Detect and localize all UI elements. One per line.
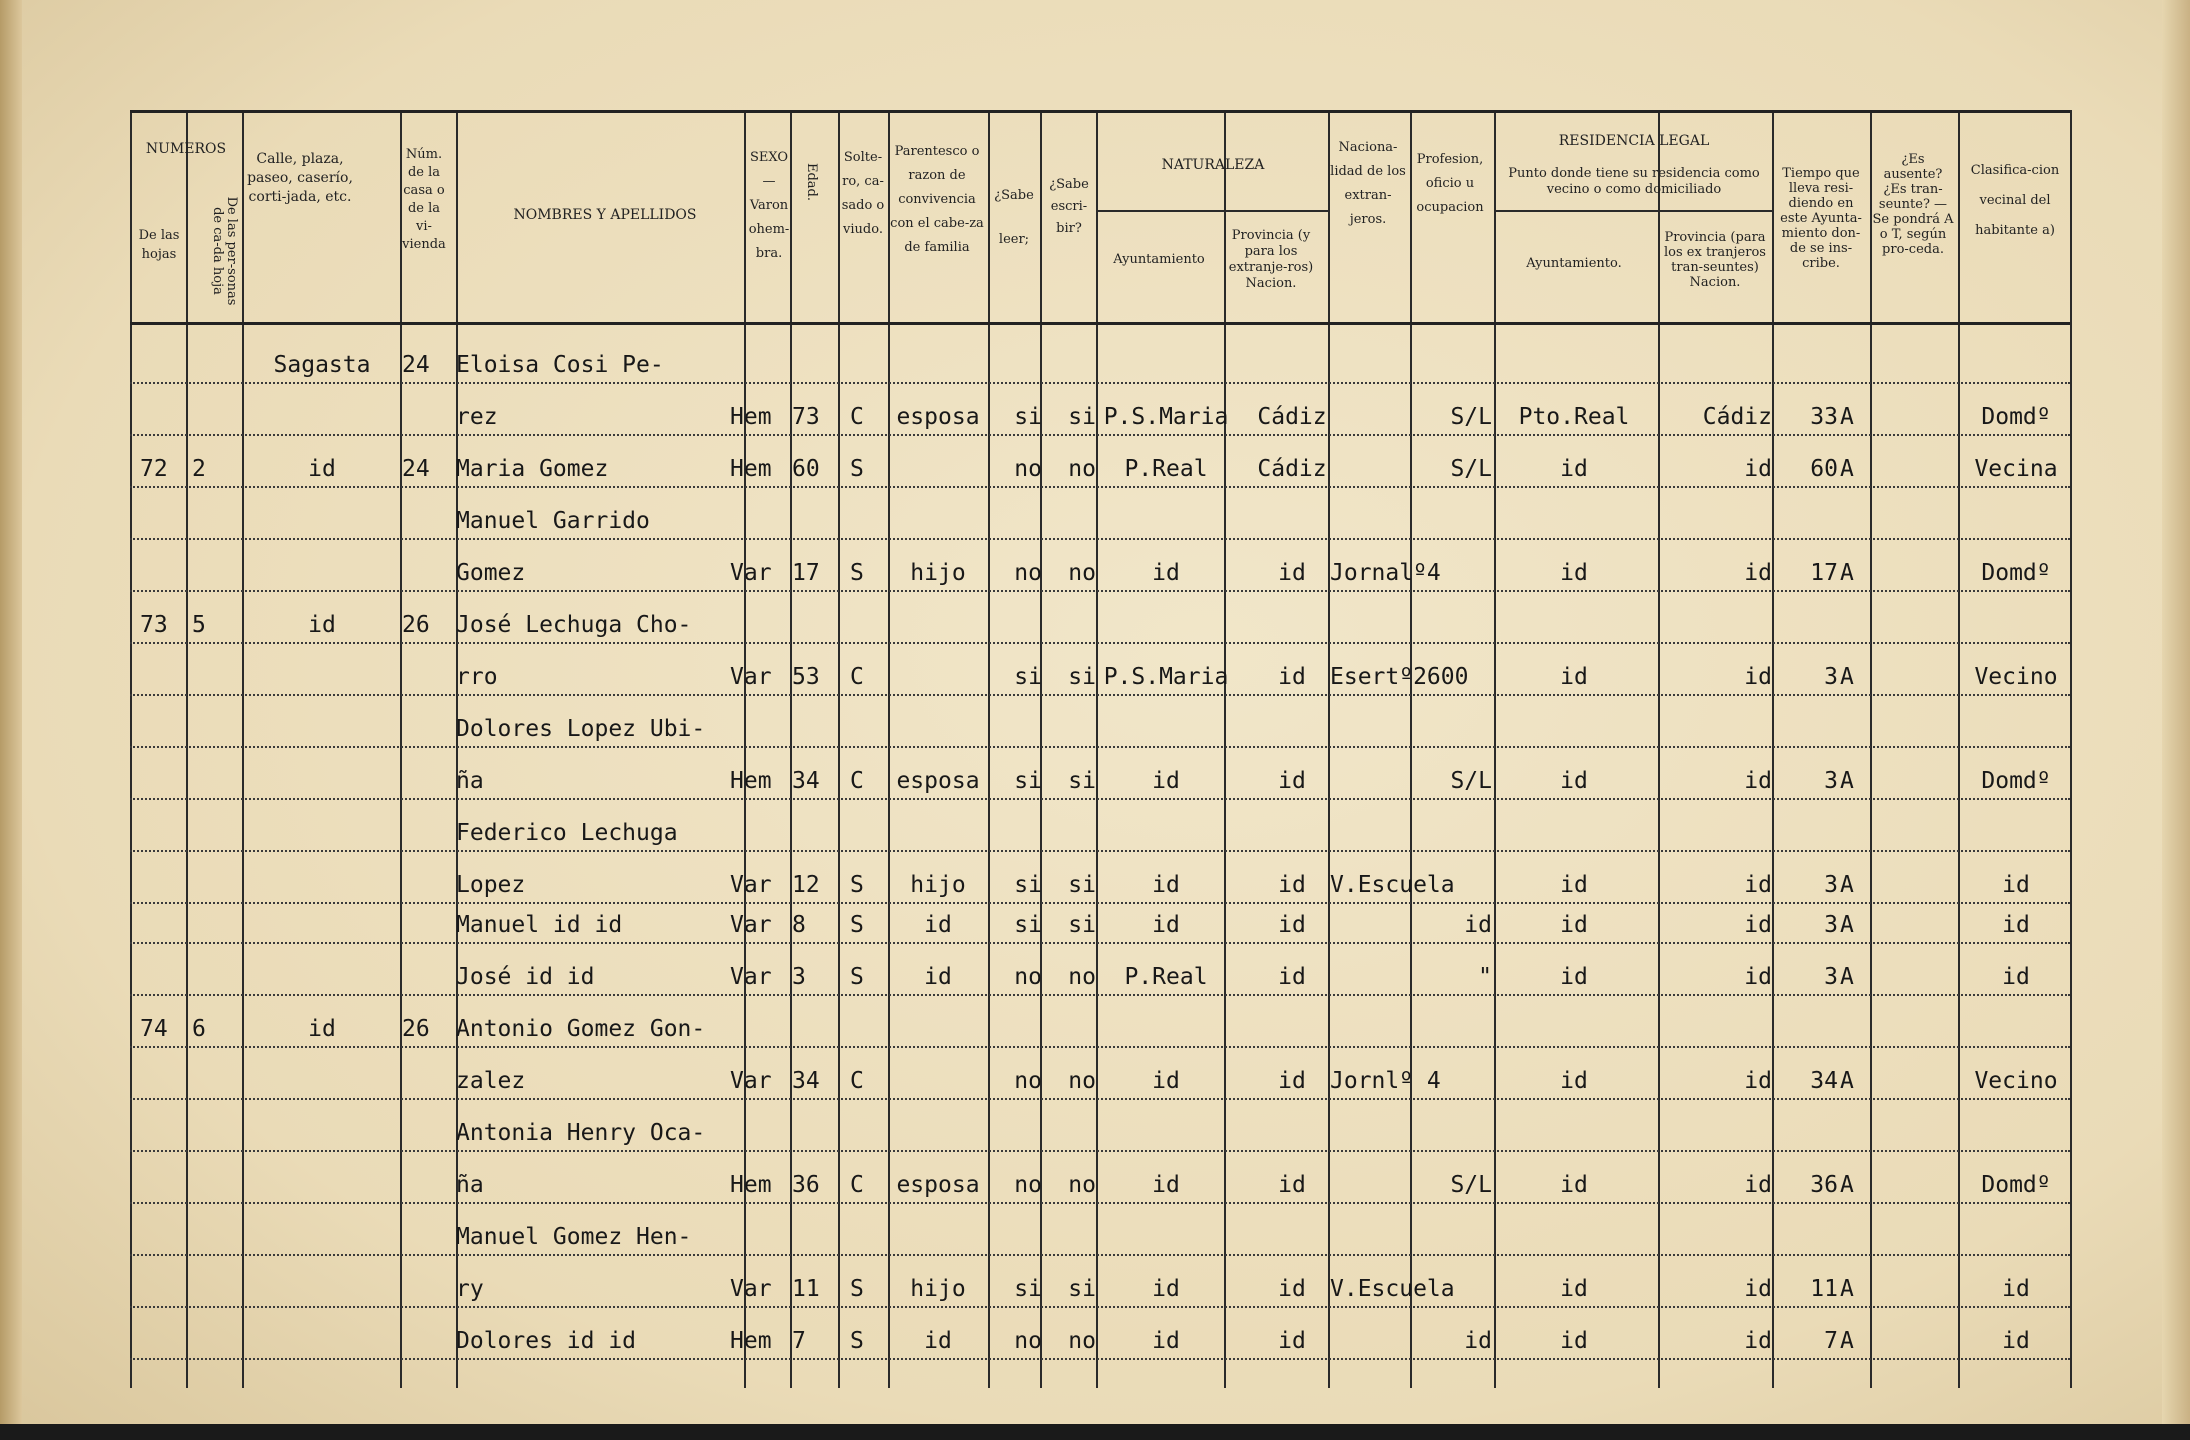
- cell-sexo: Hem: [730, 404, 772, 430]
- cell-parentesco: esposa: [896, 404, 980, 430]
- cell-tiempo: 3: [1824, 912, 1838, 938]
- cell-res-prov: id: [1744, 664, 1772, 690]
- cell-clasif: Domdº: [1981, 404, 2051, 430]
- cell-edad: 3: [792, 964, 806, 990]
- header-ausente: ¿Es ausente? ¿Es tran-seunte? — Se pondrá A o T, según pro-ceda.: [1872, 152, 1954, 257]
- table-row: [130, 1010, 2070, 1050]
- row-dotted-rule: [130, 1306, 2070, 1308]
- table-row: [130, 658, 2070, 698]
- cell-ausente: A: [1840, 456, 1854, 482]
- header-nacionalidad: Naciona-lidad de los extran-jeros.: [1330, 140, 1406, 227]
- cell-edad: 11: [792, 1276, 820, 1302]
- cell-res-prov: Cádiz: [1702, 404, 1772, 430]
- cell-tiempo: 36: [1810, 1172, 1838, 1198]
- cell-tiempo: 33: [1810, 404, 1838, 430]
- cell-tiempo: 7: [1824, 1328, 1838, 1354]
- cell-res-ayto: id: [1560, 1172, 1588, 1198]
- header-estado: Solte-ro, ca-sado o viudo.: [841, 150, 885, 237]
- cell-profesion: S/L: [1450, 768, 1492, 794]
- row-dotted-rule: [130, 538, 2070, 540]
- cell-tiempo: 11: [1810, 1276, 1838, 1302]
- header-nombres: NOMBRES Y APELLIDOS: [513, 207, 697, 223]
- cell-nat-ayto: id: [1152, 1172, 1180, 1198]
- cell-clasif: Vecino: [1974, 1068, 2058, 1094]
- cell-leer: no: [1014, 1068, 1042, 1094]
- cell-sexo: Var: [730, 872, 772, 898]
- header-naturaleza: NATURALEZA: [1161, 157, 1265, 173]
- cell-estado: S: [850, 872, 864, 898]
- cell-edad: 17: [792, 560, 820, 586]
- cell-res-prov: id: [1744, 456, 1772, 482]
- cell-casa: 24: [402, 352, 430, 378]
- cell-parentesco: esposa: [896, 1172, 980, 1198]
- cell-tiempo: 60: [1810, 456, 1838, 482]
- cell-res-ayto: id: [1560, 560, 1588, 586]
- cell-leer: si: [1014, 768, 1042, 794]
- cell-clasif: Vecina: [1974, 456, 2058, 482]
- cell-estado: C: [850, 768, 864, 794]
- header-nat-provincia: Provincia (y para los extranje-ros) Nacion.: [1228, 228, 1314, 291]
- cell-tiempo: 3: [1824, 768, 1838, 794]
- cell-nombre: ry: [456, 1276, 484, 1302]
- cell-parentesco: id: [924, 1328, 952, 1354]
- cell-estado: S: [850, 1328, 864, 1354]
- cell-nat-prov: id: [1278, 1328, 1306, 1354]
- cell-nombre: ña: [456, 1172, 484, 1198]
- cell-clasif: id: [2002, 1328, 2030, 1354]
- cell-estado: S: [850, 456, 864, 482]
- table-row: [130, 762, 2070, 802]
- cell-parentesco: hijo: [910, 872, 966, 898]
- cell-nat-ayto: id: [1152, 872, 1180, 898]
- cell-profesion: S/L: [1450, 456, 1492, 482]
- cell-edad: 73: [792, 404, 820, 430]
- cell-nombre: Manuel Garrido: [456, 508, 650, 534]
- row-dotted-rule: [130, 694, 2070, 696]
- cell-res-prov: id: [1744, 768, 1772, 794]
- cell-leer: no: [1014, 964, 1042, 990]
- cell-res-prov: id: [1744, 964, 1772, 990]
- cell-parentesco: hijo: [910, 1276, 966, 1302]
- cell-nombre: ña: [456, 768, 484, 794]
- cell-tiempo: 17: [1810, 560, 1838, 586]
- cell-nat-ayto: P.Real: [1124, 456, 1208, 482]
- cell-nat-prov: id: [1278, 1068, 1306, 1094]
- cell-parentesco: id: [924, 964, 952, 990]
- cell-estado: C: [850, 1068, 864, 1094]
- header-parentesco: Parentesco o razon de convivencia con el cabe-za de familia: [890, 144, 984, 255]
- cell-calle: id: [308, 456, 336, 482]
- cell-leer: no: [1014, 1172, 1042, 1198]
- cell-clasif: id: [2002, 872, 2030, 898]
- cell-leer: no: [1014, 456, 1042, 482]
- table-row: [130, 1270, 2070, 1310]
- row-dotted-rule: [130, 994, 2070, 996]
- header-bottom-rule: [130, 322, 2070, 325]
- cell-nacionalidad: Jornalº4: [1330, 560, 1441, 586]
- cell-ausente: A: [1840, 1328, 1854, 1354]
- cell-nat-ayto: id: [1152, 912, 1180, 938]
- cell-edad: 34: [792, 1068, 820, 1094]
- row-dotted-rule: [130, 1150, 2070, 1152]
- cell-nat-prov: id: [1278, 1172, 1306, 1198]
- cell-persona: 5: [192, 612, 206, 638]
- cell-ausente: A: [1840, 1172, 1854, 1198]
- cell-nat-ayto: id: [1152, 1276, 1180, 1302]
- cell-casa: 24: [402, 456, 430, 482]
- cell-profesion: id: [1464, 1328, 1492, 1354]
- row-dotted-rule: [130, 902, 2070, 904]
- cell-ausente: A: [1840, 664, 1854, 690]
- cell-clasif: Domdº: [1981, 1172, 2051, 1198]
- cell-nat-prov: id: [1278, 560, 1306, 586]
- cell-edad: 60: [792, 456, 820, 482]
- cell-edad: 34: [792, 768, 820, 794]
- cell-calle: id: [308, 1016, 336, 1042]
- header-nat-ayuntamiento: Ayuntamiento: [1113, 252, 1205, 267]
- cell-tiempo: 3: [1824, 872, 1838, 898]
- header-res-provincia: Provincia (para los ex tranjeros tran-seuntes) Nacion.: [1664, 230, 1766, 290]
- row-dotted-rule: [130, 1046, 2070, 1048]
- cell-ausente: A: [1840, 1068, 1854, 1094]
- row-dotted-rule: [130, 798, 2070, 800]
- row-dotted-rule: [130, 1254, 2070, 1256]
- cell-nacionalidad: V.Escuela: [1330, 872, 1455, 898]
- cell-profesion: S/L: [1450, 404, 1492, 430]
- cell-tiempo: 34: [1810, 1068, 1838, 1094]
- cell-res-prov: id: [1744, 1068, 1772, 1094]
- cell-escribir: si: [1068, 768, 1096, 794]
- cell-escribir: si: [1068, 912, 1096, 938]
- cell-nat-prov: id: [1278, 1276, 1306, 1302]
- row-dotted-rule: [130, 746, 2070, 748]
- row-dotted-rule: [130, 486, 2070, 488]
- cell-hoja: 73: [140, 612, 168, 638]
- cell-ausente: A: [1840, 964, 1854, 990]
- header-de-las-personas: De las per-sonas de ca-da hoja: [210, 196, 239, 306]
- cell-escribir: si: [1068, 664, 1096, 690]
- cell-nombre: Manuel Gomez Hen-: [456, 1224, 692, 1250]
- cell-ausente: A: [1840, 872, 1854, 898]
- cell-profesion: ": [1478, 964, 1492, 990]
- cell-nat-prov: id: [1278, 664, 1306, 690]
- cell-escribir: no: [1068, 964, 1096, 990]
- header-profesion: Profesion, oficio u ocupacion: [1416, 152, 1484, 215]
- row-dotted-rule: [130, 942, 2070, 944]
- table-row: [130, 1062, 2070, 1102]
- cell-nat-prov: id: [1278, 964, 1306, 990]
- cell-nat-ayto: id: [1152, 768, 1180, 794]
- cell-leer: si: [1014, 872, 1042, 898]
- table-row: [130, 1218, 2070, 1258]
- table-row: [130, 398, 2070, 438]
- cell-casa: 26: [402, 1016, 430, 1042]
- table-row: [130, 450, 2070, 490]
- cell-estado: C: [850, 664, 864, 690]
- row-dotted-rule: [130, 642, 2070, 644]
- cell-res-ayto: id: [1560, 664, 1588, 690]
- cell-estado: S: [850, 1276, 864, 1302]
- cell-parentesco: id: [924, 912, 952, 938]
- cell-leer: si: [1014, 912, 1042, 938]
- cell-hoja: 74: [140, 1016, 168, 1042]
- cell-estado: C: [850, 404, 864, 430]
- cell-ausente: A: [1840, 912, 1854, 938]
- cell-nombre: Gomez: [456, 560, 526, 586]
- cell-nombre: Antonia Henry Oca-: [456, 1120, 706, 1146]
- cell-escribir: no: [1068, 1172, 1096, 1198]
- row-dotted-rule: [130, 1202, 2070, 1204]
- cell-nat-ayto: id: [1152, 560, 1180, 586]
- cell-nombre: Manuel id id: [456, 912, 623, 938]
- cell-tiempo: 3: [1824, 664, 1838, 690]
- census-table: [130, 110, 2070, 1388]
- table-row: [130, 710, 2070, 750]
- naturaleza-subrule: [1096, 210, 1328, 212]
- cell-nombre: José id id: [456, 964, 595, 990]
- cell-tiempo: 3: [1824, 964, 1838, 990]
- cell-parentesco: esposa: [896, 768, 980, 794]
- table-row: [130, 502, 2070, 542]
- cell-ausente: A: [1840, 1276, 1854, 1302]
- cell-persona: 6: [192, 1016, 206, 1042]
- cell-res-ayto: Pto.Real: [1518, 404, 1630, 430]
- cell-ausente: A: [1840, 404, 1854, 430]
- cell-nacionalidad: Esertº2600: [1330, 664, 1469, 690]
- cell-sexo: Var: [730, 664, 772, 690]
- cell-res-prov: id: [1744, 912, 1772, 938]
- row-dotted-rule: [130, 434, 2070, 436]
- page-right-edge: [2162, 0, 2190, 1440]
- cell-sexo: Hem: [730, 768, 772, 794]
- cell-nombre: rro: [456, 664, 498, 690]
- cell-estado: S: [850, 912, 864, 938]
- cell-leer: no: [1014, 1328, 1042, 1354]
- cell-leer: si: [1014, 404, 1042, 430]
- table-row: [130, 1114, 2070, 1154]
- header-residencia: RESIDENCIA LEGAL: [1558, 133, 1710, 149]
- cell-nat-prov: id: [1278, 872, 1306, 898]
- cell-sexo: Hem: [730, 1172, 772, 1198]
- cell-res-ayto: id: [1560, 912, 1588, 938]
- header-sexo: SEXO — Varon ohem-bra.: [748, 150, 790, 261]
- cell-escribir: no: [1068, 560, 1096, 586]
- cell-clasif: Vecino: [1974, 664, 2058, 690]
- cell-res-ayto: id: [1560, 964, 1588, 990]
- row-dotted-rule: [130, 1358, 2070, 1360]
- cell-escribir: si: [1068, 404, 1096, 430]
- cell-res-ayto: id: [1560, 872, 1588, 898]
- cell-res-ayto: id: [1560, 1276, 1588, 1302]
- cell-nombre: Eloisa Cosi Pe-: [456, 352, 664, 378]
- table-row: [130, 866, 2070, 906]
- header-tiempo: Tiempo que lleva resi-diendo en este Ayunta-miento don-de se ins-cribe.: [1780, 166, 1862, 271]
- table-row: [130, 606, 2070, 646]
- cell-nombre: Dolores Lopez Ubi-: [456, 716, 706, 742]
- header-edad: Edad.: [804, 162, 819, 202]
- cell-res-ayto: id: [1560, 768, 1588, 794]
- cell-nat-prov: Cádiz: [1257, 456, 1327, 482]
- cell-nat-prov: id: [1278, 912, 1306, 938]
- cell-nombre: Federico Lechuga: [456, 820, 678, 846]
- table-row: [130, 814, 2070, 854]
- cell-nombre: rez: [456, 404, 498, 430]
- cell-escribir: si: [1068, 1276, 1096, 1302]
- cell-nacionalidad: Jornlº 4: [1330, 1068, 1441, 1094]
- table-row: [130, 906, 2070, 946]
- table-row: [130, 554, 2070, 594]
- cell-clasif: Domdº: [1981, 560, 2051, 586]
- cell-edad: 36: [792, 1172, 820, 1198]
- cell-res-prov: id: [1744, 1172, 1772, 1198]
- cell-res-ayto: id: [1560, 1328, 1588, 1354]
- cell-sexo: Var: [730, 912, 772, 938]
- cell-profesion: S/L: [1450, 1172, 1492, 1198]
- cell-res-prov: id: [1744, 1276, 1772, 1302]
- table-row: [130, 346, 2070, 386]
- header-residencia-sub: Punto donde tiene su residencia como vecino o como domiciliado: [1508, 166, 1760, 197]
- cell-casa: 26: [402, 612, 430, 638]
- cell-edad: 7: [792, 1328, 806, 1354]
- header-sabe-escribir: ¿Sabe escri-bir?: [1049, 177, 1089, 236]
- header-res-ayuntamiento: Ayuntamiento.: [1526, 256, 1622, 271]
- cell-res-ayto: id: [1560, 456, 1588, 482]
- cell-sexo: Var: [730, 1276, 772, 1302]
- cell-clasif: id: [2002, 964, 2030, 990]
- cell-clasif: Domdº: [1981, 768, 2051, 794]
- row-dotted-rule: [130, 590, 2070, 592]
- page-binding-edge: [0, 0, 22, 1440]
- header-num-casa: Núm. de la casa o de la vi-vienda: [402, 147, 446, 252]
- cell-leer: si: [1014, 1276, 1042, 1302]
- cell-escribir: no: [1068, 456, 1096, 482]
- cell-res-prov: id: [1744, 872, 1772, 898]
- cell-nat-ayto: id: [1152, 1328, 1180, 1354]
- cell-nat-ayto: P.S.Maria: [1103, 404, 1229, 430]
- cell-edad: 8: [792, 912, 806, 938]
- cell-nombre: Lopez: [456, 872, 526, 898]
- cell-estado: S: [850, 560, 864, 586]
- residencia-subrule: [1494, 210, 1772, 212]
- cell-calle: Sagasta: [273, 352, 371, 378]
- cell-nat-prov: Cádiz: [1257, 404, 1327, 430]
- cell-sexo: Var: [730, 560, 772, 586]
- cell-ausente: A: [1840, 560, 1854, 586]
- cell-nombre: Maria Gomez: [456, 456, 609, 482]
- cell-hoja: 72: [140, 456, 168, 482]
- cell-res-prov: id: [1744, 1328, 1772, 1354]
- cell-persona: 2: [192, 456, 206, 482]
- cell-nat-ayto: P.S.Maria: [1103, 664, 1229, 690]
- cell-res-ayto: id: [1560, 1068, 1588, 1094]
- row-dotted-rule: [130, 382, 2070, 384]
- cell-leer: no: [1014, 560, 1042, 586]
- scanner-bottom-edge: [0, 1424, 2190, 1440]
- cell-sexo: Var: [730, 1068, 772, 1094]
- cell-estado: C: [850, 1172, 864, 1198]
- cell-sexo: Hem: [730, 1328, 772, 1354]
- table-row: [130, 1166, 2070, 1206]
- header-sabe-leer: ¿Sabe leer;: [994, 188, 1034, 247]
- cell-nombre: zalez: [456, 1068, 526, 1094]
- table-row: [130, 958, 2070, 998]
- header-de-las-hojas: De las hojas: [138, 228, 180, 262]
- cell-estado: S: [850, 964, 864, 990]
- cell-nombre: José Lechuga Cho-: [456, 612, 692, 638]
- cell-nat-prov: id: [1278, 768, 1306, 794]
- cell-nombre: Dolores id id: [456, 1328, 637, 1354]
- header-calle: Calle, plaza, paseo, caserío, corti-jada, etc.: [247, 151, 353, 205]
- cell-ausente: A: [1840, 768, 1854, 794]
- top-rule: [130, 110, 2070, 113]
- cell-parentesco: hijo: [910, 560, 966, 586]
- header-clasificacion: Clasifica-cion vecinal del habitante a): [1970, 163, 2060, 238]
- cell-clasif: id: [2002, 1276, 2030, 1302]
- row-dotted-rule: [130, 850, 2070, 852]
- cell-leer: si: [1014, 664, 1042, 690]
- cell-edad: 53: [792, 664, 820, 690]
- cell-clasif: id: [2002, 912, 2030, 938]
- cell-escribir: no: [1068, 1328, 1096, 1354]
- cell-nat-ayto: id: [1152, 1068, 1180, 1094]
- cell-sexo: Var: [730, 964, 772, 990]
- cell-nat-ayto: P.Real: [1124, 964, 1208, 990]
- cell-res-prov: id: [1744, 560, 1772, 586]
- cell-calle: id: [308, 612, 336, 638]
- table-row: [130, 1322, 2070, 1362]
- cell-escribir: si: [1068, 872, 1096, 898]
- cell-profesion: id: [1464, 912, 1492, 938]
- header-numeros: NUMEROS: [145, 141, 227, 157]
- cell-nacionalidad: V.Escuela: [1330, 1276, 1455, 1302]
- cell-edad: 12: [792, 872, 820, 898]
- row-dotted-rule: [130, 1098, 2070, 1100]
- cell-escribir: no: [1068, 1068, 1096, 1094]
- cell-sexo: Hem: [730, 456, 772, 482]
- cell-nombre: Antonio Gomez Gon-: [456, 1016, 706, 1042]
